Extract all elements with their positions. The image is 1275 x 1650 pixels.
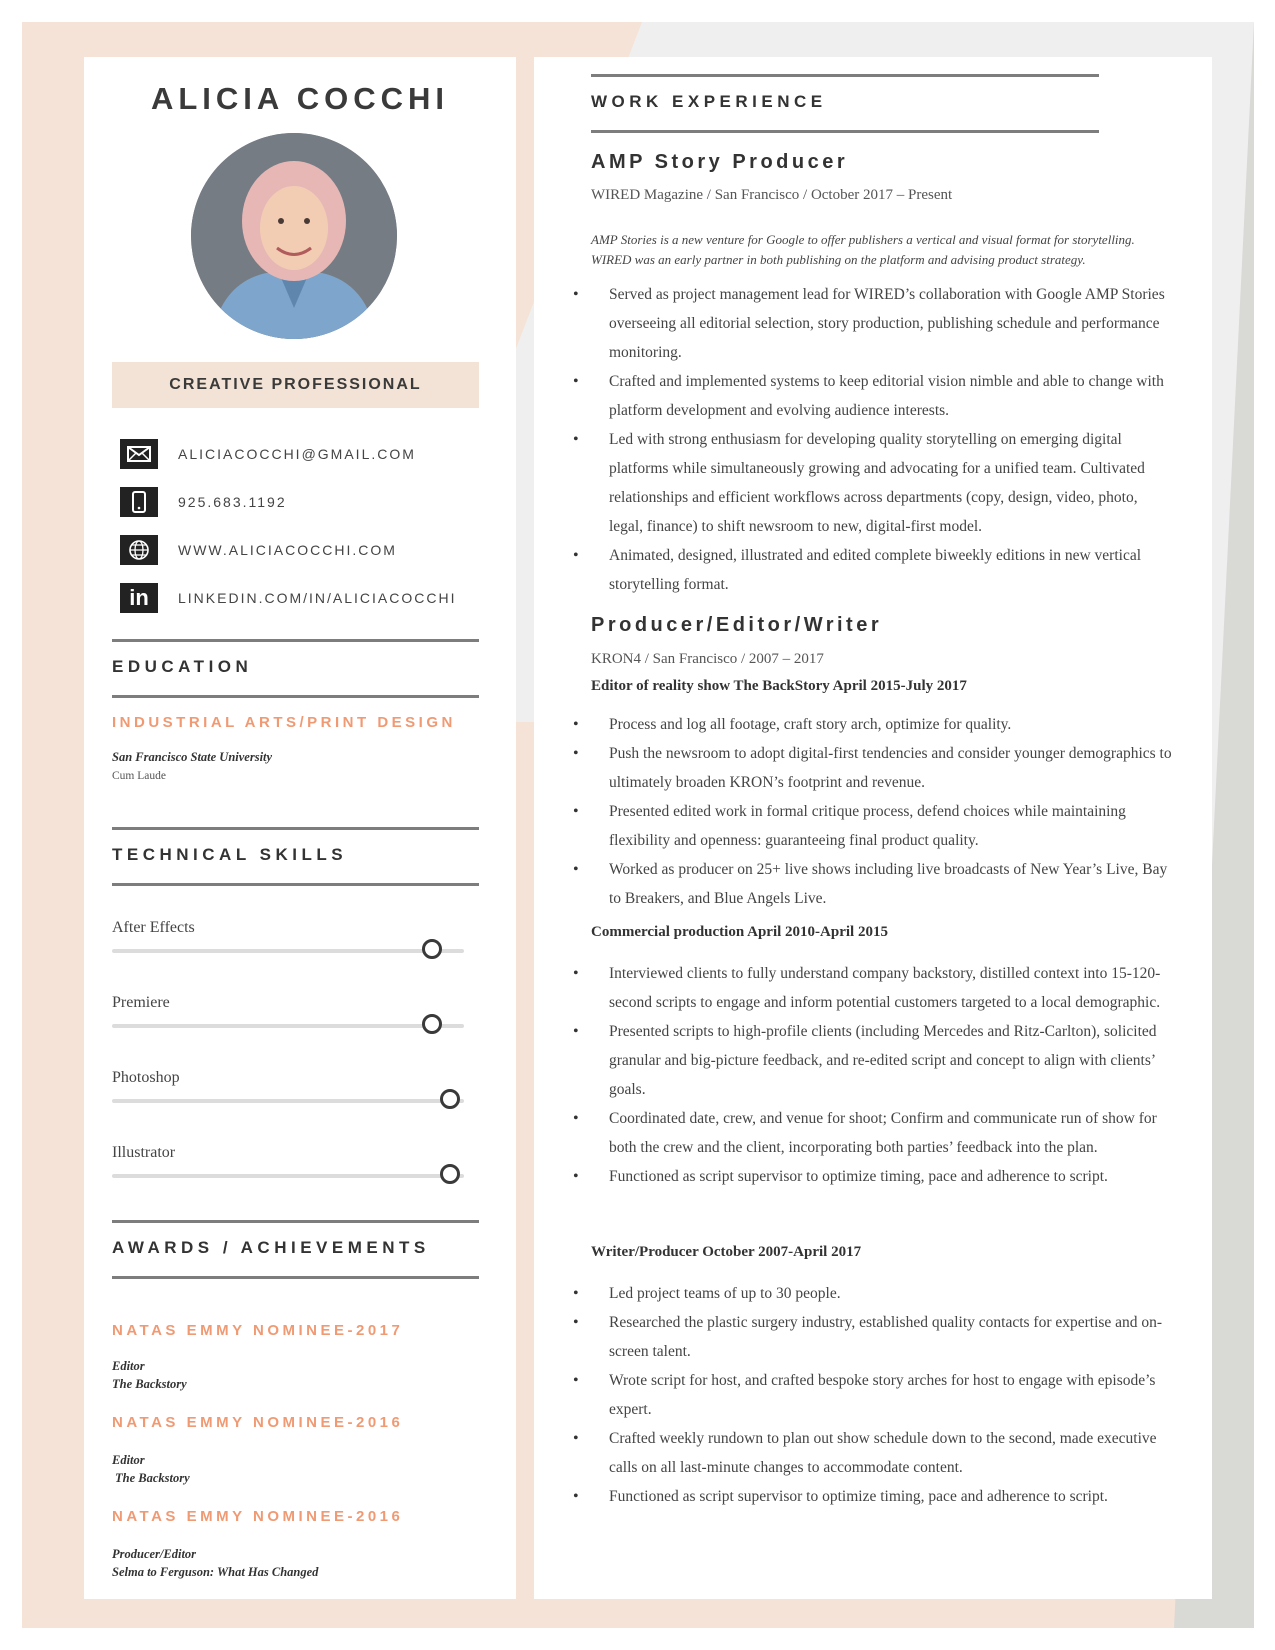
education-heading: EDUCATION — [112, 657, 253, 676]
skill-level-handle[interactable] — [440, 1089, 460, 1109]
list-item: • Functioned as script supervisor to optimize timing, pace and adherence to script. — [573, 1162, 1173, 1191]
divider — [112, 1276, 479, 1279]
skill-track — [112, 1024, 464, 1028]
list-item: • Interviewed clients to fully understand company backstory, distilled context into 15-120-second scripts to engage and inform potential customers targeted to a local demographic. — [573, 959, 1173, 1017]
divider — [112, 827, 479, 830]
award-title: NATAS EMMY NOMINEE-2016 — [112, 1508, 404, 1525]
skill-row — [112, 1144, 472, 1162]
role-subheading: Commercial production April 2010-April 2015 — [591, 924, 888, 940]
skill-level-handle[interactable] — [440, 1164, 460, 1184]
skill-level-handle[interactable] — [422, 1014, 442, 1034]
contact-text: 925.683.1192 — [178, 494, 287, 510]
skills-heading: TECHNICAL SKILLS — [112, 845, 348, 864]
contact-email[interactable] — [120, 439, 500, 469]
skill-row — [112, 919, 472, 937]
contact-linkedin[interactable] — [120, 583, 500, 613]
role-subheading: Editor of reality show The BackStory April 2015-July 2017 — [591, 678, 967, 694]
job-bullets — [573, 710, 1173, 913]
award-role: Editor — [112, 1453, 145, 1467]
list-item: • Coordinated date, crew, and venue for shoot; Confirm and communicate run of show for both the crew and the client, incorporating both parties’ feedback into the plan. — [573, 1104, 1173, 1162]
candidate-name: ALICIA COCCHI — [150, 81, 450, 116]
list-item: • Led with strong enthusiasm for developing quality storytelling on emerging digital platforms while simultaneously growing and advocating for a unified team. Cultivated relationships and efficient workflows across departments (copy, design, video, photo, legal, finance) to shift newsroom to new, digital-first model. — [573, 425, 1173, 541]
job-bullets — [573, 959, 1173, 1191]
divider — [112, 1220, 479, 1223]
envelope-icon — [120, 439, 158, 469]
role-subheading: Writer/Producer October 2007-April 2017 — [591, 1244, 862, 1260]
job-bullets — [573, 280, 1173, 599]
contact-website[interactable] — [120, 535, 500, 565]
award-project: The Backstory — [112, 1377, 187, 1391]
job-bullets — [573, 1279, 1173, 1511]
list-item: • Crafted and implemented systems to keep editorial vision nimble and able to change with platform development and evolving audience interests. — [573, 367, 1173, 425]
divider — [112, 639, 479, 642]
sidebar — [84, 57, 516, 1599]
professional-title: CREATIVE PROFESSIONAL — [112, 362, 479, 408]
award-role: Producer/Editor — [112, 1547, 197, 1561]
linkedin-icon: in — [120, 583, 158, 613]
skill-name: Illustrator — [112, 1144, 176, 1161]
list-item: • Served as project management lead for WIRED’s collaboration with Google AMP Stories overseeing all editorial selection, story production, publishing schedule and performance monitoring. — [573, 280, 1173, 367]
skill-name: Photoshop — [112, 1069, 180, 1086]
awards-heading: AWARDS / ACHIEVEMENTS — [112, 1238, 430, 1257]
skill-level-handle[interactable] — [422, 939, 442, 959]
award-title: NATAS EMMY NOMINEE-2016 — [112, 1414, 404, 1431]
award-project: The Backstory — [115, 1471, 190, 1485]
job-title: AMP Story Producer — [591, 151, 849, 173]
divider — [591, 74, 1099, 77]
work-heading: WORK EXPERIENCE — [591, 92, 827, 111]
contact-phone[interactable] — [120, 487, 500, 517]
honors: Cum Laude — [112, 770, 166, 782]
list-item: • Animated, designed, illustrated and edited complete biweekly editions in new vertical storytelling format. — [573, 541, 1173, 599]
phone-icon — [120, 487, 158, 517]
list-item: • Crafted weekly rundown to plan out show schedule down to the second, made executive calls on all last-minute changes to accommodate content. — [573, 1424, 1173, 1482]
profile-photo — [191, 133, 397, 339]
skill-name: After Effects — [112, 919, 195, 936]
list-item: • Led project teams of up to 30 people. — [573, 1279, 1173, 1308]
job-intro-line: WIRED was an early partner in both publishing on the platform and advising product strategy. — [591, 252, 1086, 267]
list-item: • Process and log all footage, craft story arch, optimize for quality. — [573, 710, 1173, 739]
list-item: • Wrote script for host, and crafted bespoke story arches for host to engage with episode’s expert. — [573, 1366, 1173, 1424]
list-item: • Functioned as script supervisor to optimize timing, pace and adherence to script. — [573, 1482, 1173, 1511]
award-role: Editor — [112, 1359, 145, 1373]
list-item: • Push the newsroom to adopt digital-first tendencies and consider younger demographics to ultimately broaden KRON’s footprint and revenue. — [573, 739, 1173, 797]
main-content — [534, 57, 1212, 1599]
job-meta: KRON4 / San Francisco / 2007 – 2017 — [591, 651, 824, 667]
job-title: Producer/Editor/Writer — [591, 614, 883, 636]
award-title: NATAS EMMY NOMINEE-2017 — [112, 1322, 404, 1339]
contact-text: LINKEDIN.COM/IN/ALICIACOCCHI — [178, 590, 457, 606]
skill-track — [112, 949, 464, 953]
skill-track — [112, 1174, 464, 1178]
degree-title: INDUSTRIAL ARTS/PRINT DESIGN — [112, 714, 456, 731]
list-item: • Researched the plastic surgery industry, established quality contacts for expertise and on-screen talent. — [573, 1308, 1173, 1366]
divider — [591, 130, 1099, 133]
skill-row — [112, 1069, 472, 1087]
award-project: Selma to Ferguson: What Has Changed — [112, 1565, 319, 1579]
globe-icon — [120, 535, 158, 565]
skill-name: Premiere — [112, 994, 170, 1011]
contact-text: ALICIACOCCHI@GMAIL.COM — [178, 446, 416, 462]
divider — [112, 883, 479, 886]
skill-row — [112, 994, 472, 1012]
skill-track — [112, 1099, 464, 1103]
list-item: • Presented edited work in formal critique process, defend choices while maintaining flexibility and openness: guaranteeing final product quality. — [573, 797, 1173, 855]
job-intro — [591, 230, 1161, 270]
job-meta: WIRED Magazine / San Francisco / October 2017 – Present — [591, 187, 953, 203]
list-item: • Presented scripts to high-profile clients (including Mercedes and Ritz-Carlton), solicited granular and big-picture feedback, and re-edited script and concept to align with clients’ goals. — [573, 1017, 1173, 1104]
divider — [112, 695, 479, 698]
school-name: San Francisco State University — [112, 750, 273, 764]
job-intro-line: AMP Stories is a new venture for Google to offer publishers a vertical and visual format for storytelling. — [591, 232, 1135, 247]
list-item: • Worked as producer on 25+ live shows including live broadcasts of New Year’s Live, Bay to Breakers, and Blue Angels Live. — [573, 855, 1173, 913]
contact-text: WWW.ALICIACOCCHI.COM — [178, 542, 397, 558]
